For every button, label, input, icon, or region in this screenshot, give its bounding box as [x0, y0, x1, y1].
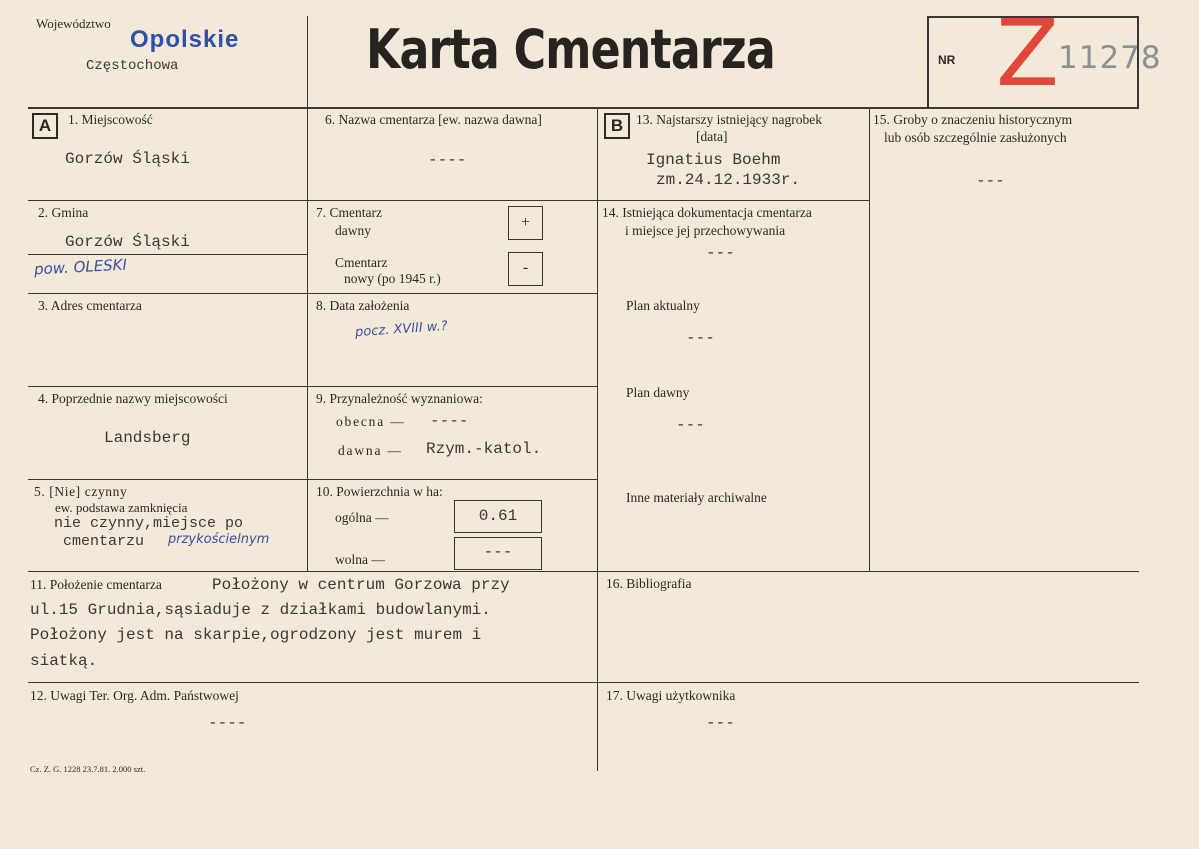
field-13-label-a: 13. Najstarszy istniejący nagrobek [636, 112, 822, 127]
field-7-label-a: 7. Cmentarz [316, 205, 382, 220]
field-4-value: Landsberg [104, 429, 191, 447]
field-5-value-line2: cmentarzu [63, 533, 145, 550]
field-15-label-a: 15. Groby o znaczeniu historycznym [873, 112, 1073, 127]
row-rule [28, 386, 307, 387]
field-14-label-a: 14. Istniejąca dokumentacja cmentarza [602, 205, 812, 220]
field-10-free-label: wolna — [335, 552, 385, 567]
section-a-mark: A [32, 113, 58, 139]
row-rule [307, 200, 597, 201]
field-13-label-b: [data] [696, 129, 728, 144]
field-5-value-line1: nie czynny,miejsce po [54, 515, 244, 532]
field-15-value: --- [976, 172, 1005, 190]
field-12-value: ---- [208, 714, 247, 732]
field-11-label: 11. Położenie cmentarza [30, 577, 162, 592]
field-11-line4: siatką. [30, 652, 98, 670]
field-4-label: 4. Poprzednie nazwy miejscowości [38, 391, 228, 406]
plan-current-label: Plan aktualny [626, 298, 700, 313]
field-7-label-d: nowy (po 1945 r.) [344, 271, 441, 286]
field-6-label: 6. Nazwa cmentarza [ew. nazwa dawna] [325, 112, 542, 127]
field-8-value: pocz. XVIII w.? [354, 318, 449, 341]
field-11-line1: Położony w centrum Gorzowa przy [212, 576, 510, 594]
field-1-label: 1. Miejscowość [68, 112, 153, 127]
field-17-label: 17. Uwagi użytkownika [606, 688, 736, 703]
field-11-line2: ul.15 Grudnia,sąsiaduje z działkami budowlanymi. [30, 601, 491, 619]
field-9-former-label: dawna — [338, 443, 403, 458]
field-7-label-c: Cmentarz [335, 255, 388, 270]
row-rule [307, 386, 597, 387]
field-9-current-label: obecna — [336, 414, 406, 429]
field-9-label: 9. Przynależność wyznaniowa: [316, 391, 483, 406]
field-5-note: przykościelnym [168, 532, 270, 547]
field-17-value: --- [706, 714, 735, 732]
section-b-mark: B [604, 113, 630, 139]
field-13-value-line2: zm.24.12.1933r. [656, 171, 801, 189]
field-2-inner-rule [28, 254, 307, 255]
field-10-total-label: ogólna — [335, 510, 389, 525]
field-14-label-b: i miejsce jej przechowywania [625, 223, 786, 238]
field-7-label-b: dawny [335, 223, 371, 238]
new-cemetery-mark: - [522, 259, 529, 276]
field-9-current-value: ---- [430, 412, 469, 430]
card-title: Karta Cmentarza [366, 18, 775, 81]
header-rule [28, 107, 1139, 109]
other-materials-label: Inne materiały archiwalne [626, 490, 767, 505]
field-1-value: Gorzów Śląski [65, 150, 190, 168]
plan-old-label: Plan dawny [626, 385, 690, 400]
field-14-value: --- [706, 244, 735, 262]
field-6-value: ---- [428, 151, 467, 169]
record-letter-z: Z [996, 0, 1060, 107]
field-10-label: 10. Powierzchnia w ha: [316, 484, 443, 499]
field-5-sub: ew. podstawa zamknięcia [55, 500, 188, 515]
plan-old-value: --- [676, 416, 705, 434]
row-rule [28, 571, 1139, 572]
record-number: 11278 [1058, 40, 1162, 76]
row-rule [28, 682, 1139, 683]
field-2-label: 2. Gmina [38, 205, 89, 220]
field-12-label: 12. Uwagi Ter. Org. Adm. Państwowej [30, 688, 239, 703]
row-rule [597, 200, 869, 201]
field-10-free-value: --- [483, 543, 513, 561]
field-16-label: 16. Bibliografia [606, 576, 692, 591]
field-11-line3: Położony jest na skarpie,ogrodzony jest murem i [30, 626, 482, 644]
col-divider-3 [869, 107, 870, 572]
voivodeship-stamp: Opolskie [130, 26, 240, 53]
field-8-label: 8. Data założenia [316, 298, 410, 313]
row-rule [28, 200, 307, 201]
field-3-label: 3. Adres cmentarza [38, 298, 142, 313]
field-2-county-note: pow. OLESKI [33, 255, 128, 279]
voivodeship-label: Województwo [36, 16, 111, 31]
field-10-total-value: 0.61 [478, 507, 518, 525]
voivodeship-old: Częstochowa [86, 58, 179, 74]
record-number-label: NR [938, 53, 956, 67]
field-5-label: 5. [Nie] czynny [34, 484, 128, 499]
old-cemetery-mark: + [520, 214, 531, 231]
field-9-former-value: Rzym.-katol. [426, 440, 542, 458]
row-rule [28, 479, 307, 480]
field-13-value-line1: Ignatius Boehm [646, 151, 781, 169]
print-note: Cz. Z. G. 1228 23.7.81. 2.000 szt. [30, 764, 146, 774]
row-rule [28, 293, 307, 294]
field-15-label-b: lub osób szczególnie zasłużonych [884, 130, 1067, 145]
plan-current-value: --- [686, 329, 715, 347]
row-rule [307, 293, 597, 294]
row-rule [307, 479, 597, 480]
field-2-value: Gorzów Śląski [65, 233, 190, 251]
col-divider-2 [597, 107, 598, 771]
